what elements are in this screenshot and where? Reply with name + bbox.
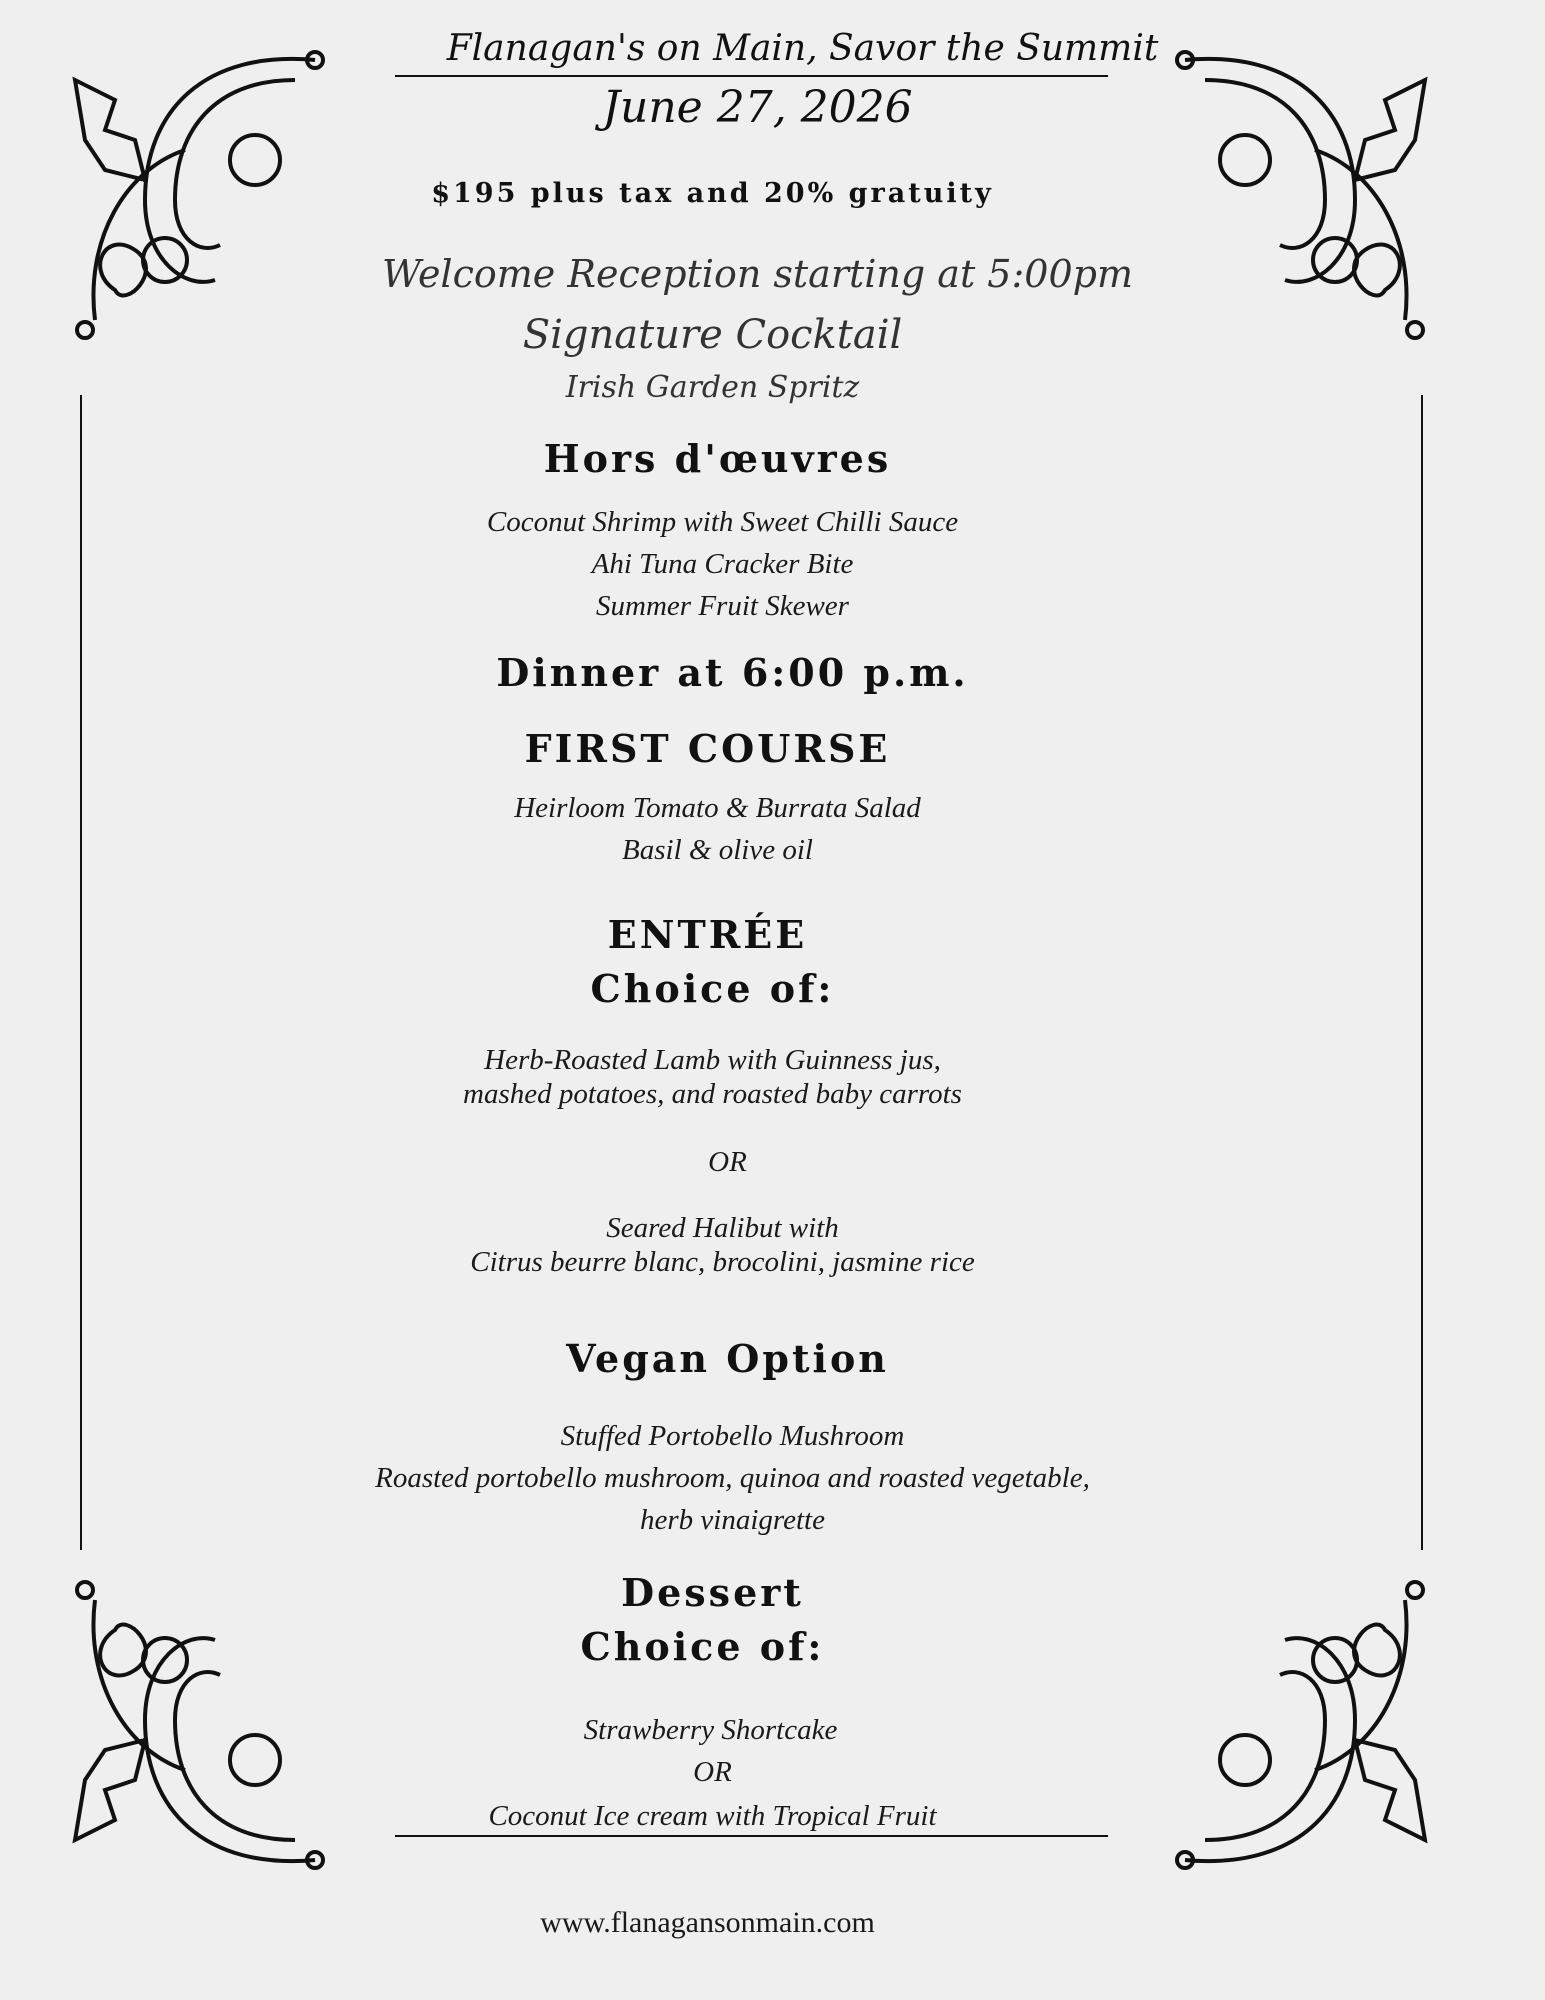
- hors-item: Ahi Tuna Cracker Bite: [591, 548, 854, 580]
- header-rule: [395, 75, 1108, 77]
- website-link[interactable]: www.flanagansonmain.com: [540, 1906, 875, 1939]
- entree-or: OR: [708, 1146, 747, 1178]
- hors-item: Summer Fruit Skewer: [596, 590, 849, 622]
- welcome-reception: Welcome Reception starting at 5:00pm: [381, 252, 1133, 296]
- vegan-line2: Roasted portobello mushroom, quinoa and roasted vegetable,: [375, 1462, 1090, 1494]
- first-course-item: Heirloom Tomato & Burrata Salad: [514, 792, 921, 824]
- vegan-line1: Stuffed Portobello Mushroom: [560, 1420, 905, 1452]
- entree-title: ENTRÉE: [607, 912, 808, 957]
- vegan-title: Vegan Option: [566, 1336, 889, 1381]
- first-course-item: Basil & olive oil: [622, 834, 813, 866]
- dessert-title: Dessert: [621, 1570, 804, 1615]
- entree-option2-line2: Citrus beurre blanc, brocolini, jasmine rice: [470, 1246, 975, 1278]
- signature-cocktail-title: Signature Cocktail: [522, 312, 903, 358]
- entree-option1-line1: Herb-Roasted Lamb with Guinness jus,: [484, 1044, 941, 1076]
- dessert-option1: Strawberry Shortcake: [583, 1714, 838, 1746]
- vegan-line3: herb vinaigrette: [640, 1504, 825, 1536]
- hors-title: Hors d'œuvres: [543, 436, 892, 481]
- dessert-option2: Coconut Ice cream with Tropical Fruit: [488, 1800, 937, 1832]
- entree-choice: Choice of:: [590, 966, 835, 1011]
- price: $195 plus tax and 20% gratuity: [431, 178, 994, 209]
- event-date: June 27, 2026: [602, 82, 913, 133]
- entree-option1-line2: mashed potatoes, and roasted baby carrots: [463, 1078, 962, 1110]
- dinner-title: Dinner at 6:00 p.m.: [496, 650, 969, 695]
- event-title: Flanagan's on Main, Savor the Summit: [446, 28, 1159, 69]
- dessert-or: OR: [693, 1756, 732, 1788]
- dessert-choice: Choice of:: [580, 1624, 825, 1669]
- footer-rule: [395, 1835, 1108, 1837]
- signature-cocktail-name: Irish Garden Spritz: [565, 370, 860, 405]
- hors-item: Coconut Shrimp with Sweet Chilli Sauce: [486, 506, 959, 538]
- first-course-title: FIRST COURSE: [524, 726, 891, 771]
- entree-option2-line1: Seared Halibut with: [606, 1212, 839, 1244]
